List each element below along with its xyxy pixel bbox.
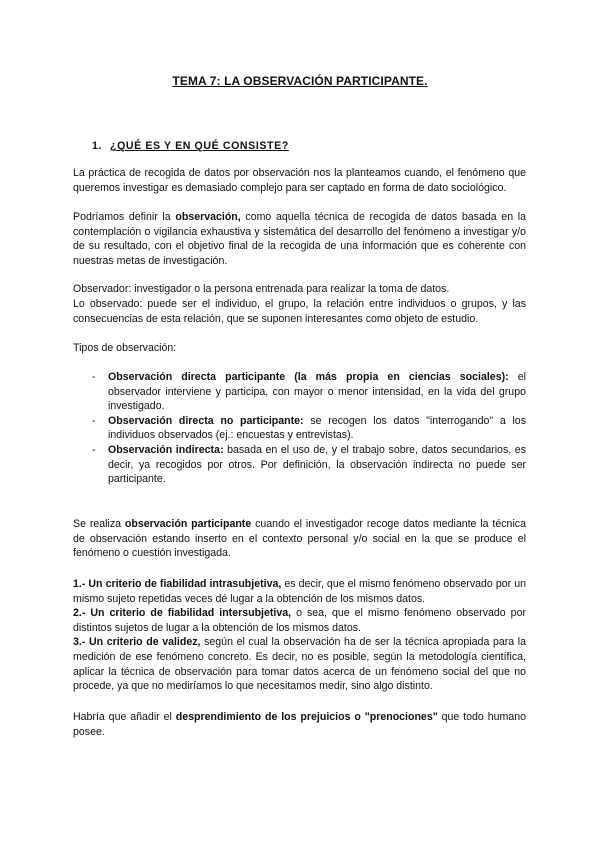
participant-paragraph: Se realiza observación participante cuando el investigador recoge datos mediante la técnica de observación estando inserto en el contexto personal y/o social en la que se produce el fenómeno o cuestión investigada. xyxy=(73,518,526,560)
observer-line: Observador: investigador o la persona entrenada para realizar la toma de datos. xyxy=(73,283,450,295)
definition-paragraph: Podríamos definir la observación, como aquella técnica de recogida de datos basada en la contemplación o vigilancia exhaustiva y sistemática del desarrollo del fenómeno a investigar y/o de su resultado, con el objetivo final de la recogida de una información que es coherente con nuestras metas de investigación. xyxy=(73,211,526,267)
list-item: - Observación directa participante (la más propia en ciencias sociales): el observador interviene y participa, con mayor o menor intensidad, en la vida del grupo investigado. xyxy=(92,371,526,413)
list-dash: - xyxy=(92,371,96,383)
section-title: ¿QUÉ ES Y EN QUÉ CONSISTE? xyxy=(110,140,289,152)
criterion-item: 2.- Un criterio de fiabilidad intersubjetiva, o sea, que el mismo fenómeno observado por distintos sujetos de lugar a la obtención de los mismos datos. xyxy=(73,607,526,634)
closing-term: desprendimiento de los prejuicios o "prenociones" xyxy=(175,711,438,723)
criterion-item: 1.- Un criterio de fiabilidad intrasubjetiva, es decir, que el mismo fenómeno observado por un mismo sujeto repetidas veces dé lugar a la obtención de los mismos datos. xyxy=(73,578,526,605)
list-item: - Observación directa no participante: se recogen los datos "interrogando" a los individuos observados (ej.: encuestas y entrevistas). xyxy=(92,414,526,442)
closing-paragraph: Habría que añadir el desprendimiento de los prejuicios o "prenociones" que todo humano posee. xyxy=(73,711,526,738)
list-dash: - xyxy=(92,414,96,427)
list-dash: - xyxy=(92,443,96,456)
criteria-list xyxy=(73,577,526,694)
criterion-item: 3.- Un criterio de validez, según el cual la observación ha de ser la técnica apropiada para la medición de ese fenómeno concreto. Es decir, no es posible, según la metodología científica, aplicar la técnica de observación para tomar datos acerca de un fenómeno social del que no procede, ya que no mediríamos lo que necesitamos medir, sino algo distinto. xyxy=(73,636,526,693)
list-item: - Observación indirecta: basada en el uso de, y el trabajo sobre, datos secundarios, es decir, ya recogidos por otros. Por definición, la observación indirecta no puede ser participante. xyxy=(92,443,526,486)
section-heading xyxy=(92,139,289,154)
intro-paragraph-1: La práctica de recogida de datos por observación nos la planteamos cuando, el fenómeno que queremos investigar es demasiado complejo para ser captado en forma de dato sociológico. xyxy=(73,167,526,194)
observed-paragraph: Lo observado: puede ser el individuo, el grupo, la relación entre individuos o grupos, y las consecuencias de esta relación, que se suponen interesantes como objeto de estudio. xyxy=(73,298,526,325)
participant-term: observación participante xyxy=(124,518,252,530)
types-label: Tipos de observación: xyxy=(73,342,177,354)
definition-term: observación, xyxy=(175,211,241,223)
types-list xyxy=(92,370,526,487)
section-number: 1. xyxy=(92,140,103,152)
page-title: TEMA 7: LA OBSERVACIÓN PARTICIPANTE. xyxy=(172,74,428,88)
